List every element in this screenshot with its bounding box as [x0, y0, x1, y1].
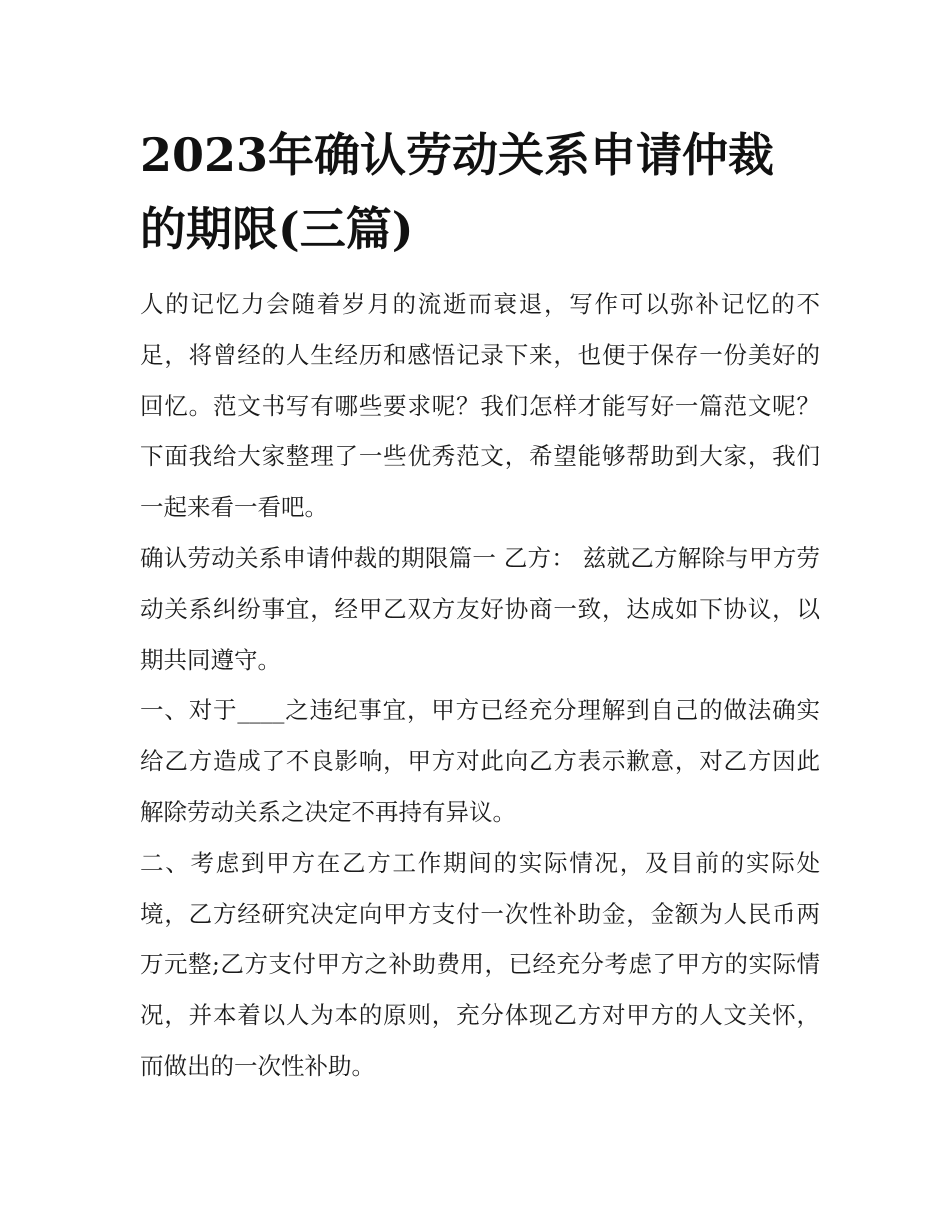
- paragraph-clause-two: 二、考虑到甲方在乙方工作期间的实际情况，及目前的实际处境，乙方经研究决定向甲方支付一次性补助金，金额为人民币两万元整;乙方支付甲方之补助费用，已经充分考虑了甲方的实际情况，并本着以人为本的原则，充分体现乙方对甲方的人文关怀，而做出的一次性补助。: [140, 848, 820, 1080]
- paragraph-clause-one: 一、对于____之违纪事宜，甲方已经充分理解到自己的做法确实给乙方造成了不良影响，甲方对此向乙方表示歉意，对乙方因此解除劳动关系之决定不再持有异议。: [140, 696, 820, 826]
- document-body: [140, 279, 820, 1092]
- paragraph-section-one: 确认劳动关系申请仲裁的期限篇一 乙方： 兹就乙方解除与甲方劳动关系纠纷事宜，经甲乙双方友好协商一致，达成如下协议，以期共同遵守。: [140, 543, 820, 674]
- paragraph-intro: 人的记忆力会随着岁月的流逝而衰退，写作可以弥补记忆的不足，将曾经的人生经历和感悟记录下来，也便于保存一份美好的回忆。范文书写有哪些要求呢？我们怎样才能写好一篇范文呢？下面我给大家整理了一些优秀范文，希望能够帮助到大家，我们一起来看一看吧。: [140, 290, 820, 522]
- document-title: 2023年确认劳动关系申请仲裁的期限(三篇): [140, 128, 775, 256]
